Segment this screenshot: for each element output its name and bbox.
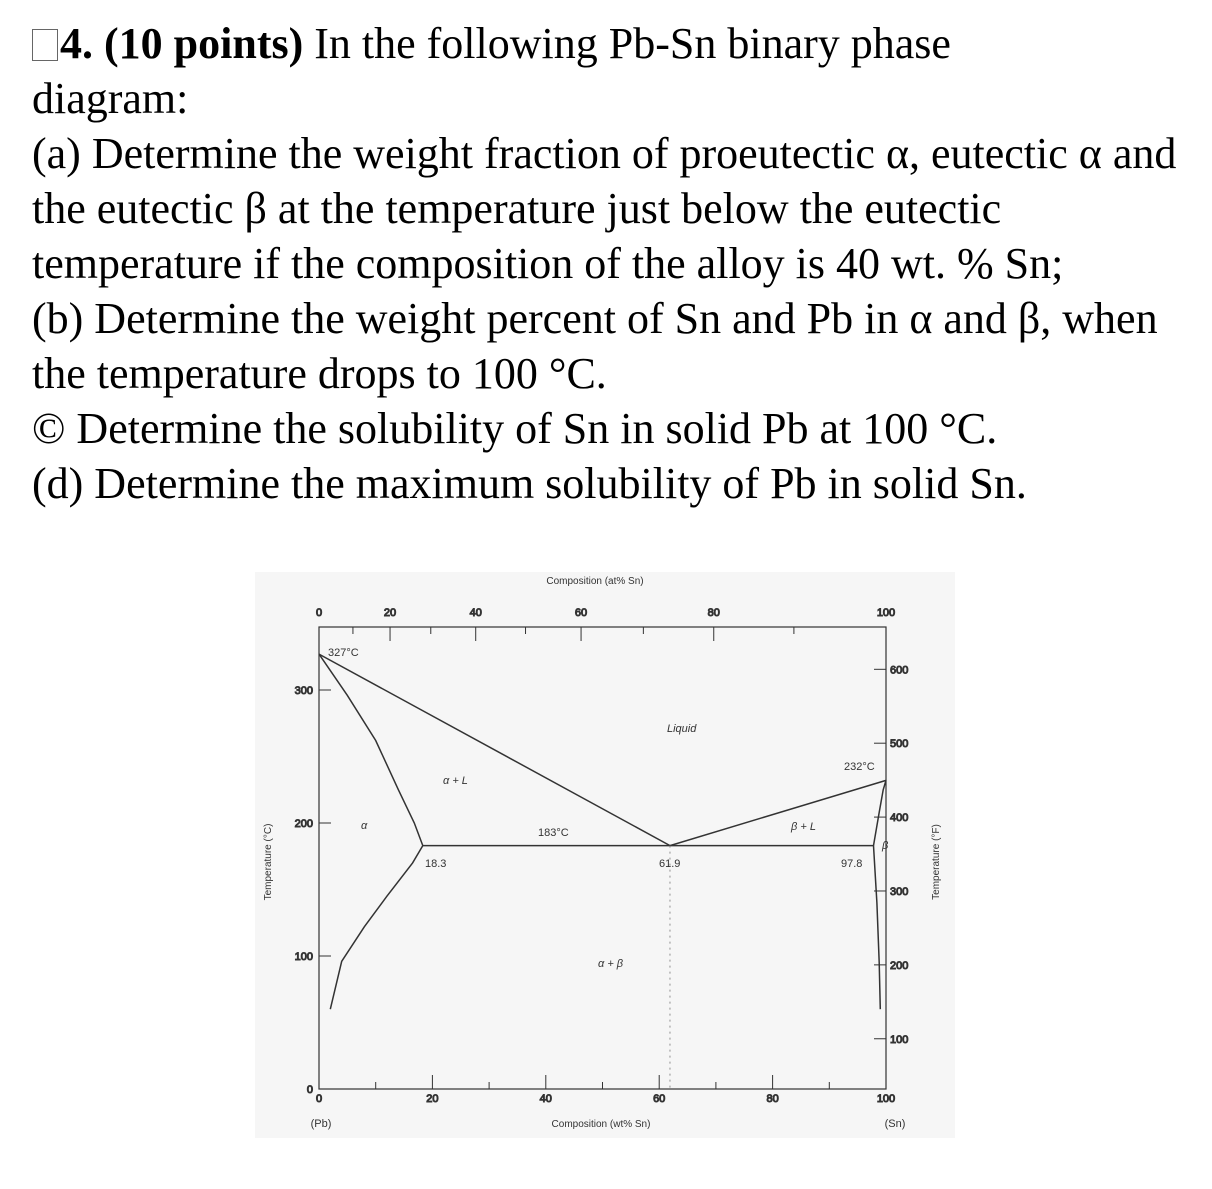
question-part-c: © Determine the solubility of Sn in solid Pb at 100 °C. (32, 404, 998, 453)
right-tick-label: 400 (890, 812, 909, 825)
pb-melting-label: 327°C (328, 647, 359, 659)
top-tick-label: 0 (315, 607, 323, 619)
left-tick-label: 100 (294, 951, 313, 963)
right-axis-title: Temperature (°F) (931, 824, 942, 900)
bottom-tick-label: 100 (876, 1093, 896, 1105)
question-part-b: (b) Determine the weight percent of Sn and Pb in α and β, when the temperature drops to 100 °C. (32, 294, 1158, 398)
bottom-tick-label: 60 (653, 1093, 666, 1105)
question-points: (10 points) (104, 19, 304, 68)
top-tick-label: 60 (574, 607, 588, 619)
phase-diagram-panel (255, 572, 955, 1138)
beta-max-label: 97.8 (841, 858, 863, 870)
right-tick-label: 500 (890, 738, 909, 751)
solvus-beta-line (874, 846, 881, 1010)
bottom-tick-label: 40 (539, 1093, 552, 1105)
top-tick-label: 80 (707, 607, 720, 619)
bottom-tick-label: 20 (426, 1093, 439, 1105)
checkbox-glyph-icon (32, 29, 58, 61)
region-beta-l: β + L (791, 821, 816, 833)
question-text (32, 16, 1192, 511)
question-intro-line2: diagram: (32, 74, 189, 123)
right-end-label: (Sn) (884, 1118, 906, 1130)
top-tick-label: 40 (469, 607, 482, 619)
right-tick-label: 600 (890, 664, 909, 677)
liquidus-right-line (670, 780, 886, 845)
left-tick-label: 0 (306, 1084, 313, 1096)
left-axis-title: Temperature (°C) (263, 823, 274, 901)
bottom-tick-label: 80 (766, 1093, 779, 1105)
question-intro-line1: In the following Pb-Sn binary phase (303, 19, 951, 68)
solidus-beta-line (874, 780, 887, 845)
top-tick-label: 20 (383, 607, 397, 619)
region-alpha-l: α + L (443, 775, 468, 787)
left-tick-label: 200 (294, 818, 313, 830)
top-axis-title: Composition (at% Sn) (546, 576, 644, 587)
phase-diagram (255, 572, 955, 1138)
plot-frame (319, 627, 886, 1089)
region-liquid: Liquid (667, 723, 697, 735)
sn-melting-label: 232°C (844, 761, 875, 773)
right-tick-label: 300 (890, 885, 909, 898)
right-tick-label: 200 (890, 959, 909, 972)
question-header (32, 16, 1192, 71)
region-alpha-beta: α + β (598, 958, 624, 970)
alpha-max-label: 18.3 (425, 858, 447, 870)
question-number: 4. (60, 19, 93, 68)
top-tick-label: 100 (876, 607, 896, 619)
solvus-alpha-line (330, 846, 423, 1010)
region-alpha: α (361, 820, 368, 832)
bottom-tick-label: 0 (315, 1093, 323, 1105)
question-part-a: (a) Determine the weight fraction of proeutectic α, eutectic α and the eutectic β at the temperature just below the eutectic temperature if the composition of the alloy is 40 wt. % Sn; (32, 129, 1177, 288)
eutectic-temp-label: 183°C (538, 827, 569, 839)
liquidus-left-line (319, 654, 670, 846)
right-tick-label: 100 (890, 1033, 909, 1046)
left-end-label: (Pb) (310, 1118, 332, 1130)
region-beta: β (882, 840, 889, 852)
question-part-d: (d) Determine the maximum solubility of Pb in solid Sn. (32, 459, 1027, 508)
bottom-axis-title: Composition (wt% Sn) (551, 1119, 651, 1130)
eutectic-comp-label: 61.9 (659, 858, 681, 870)
left-tick-label: 300 (294, 685, 313, 697)
